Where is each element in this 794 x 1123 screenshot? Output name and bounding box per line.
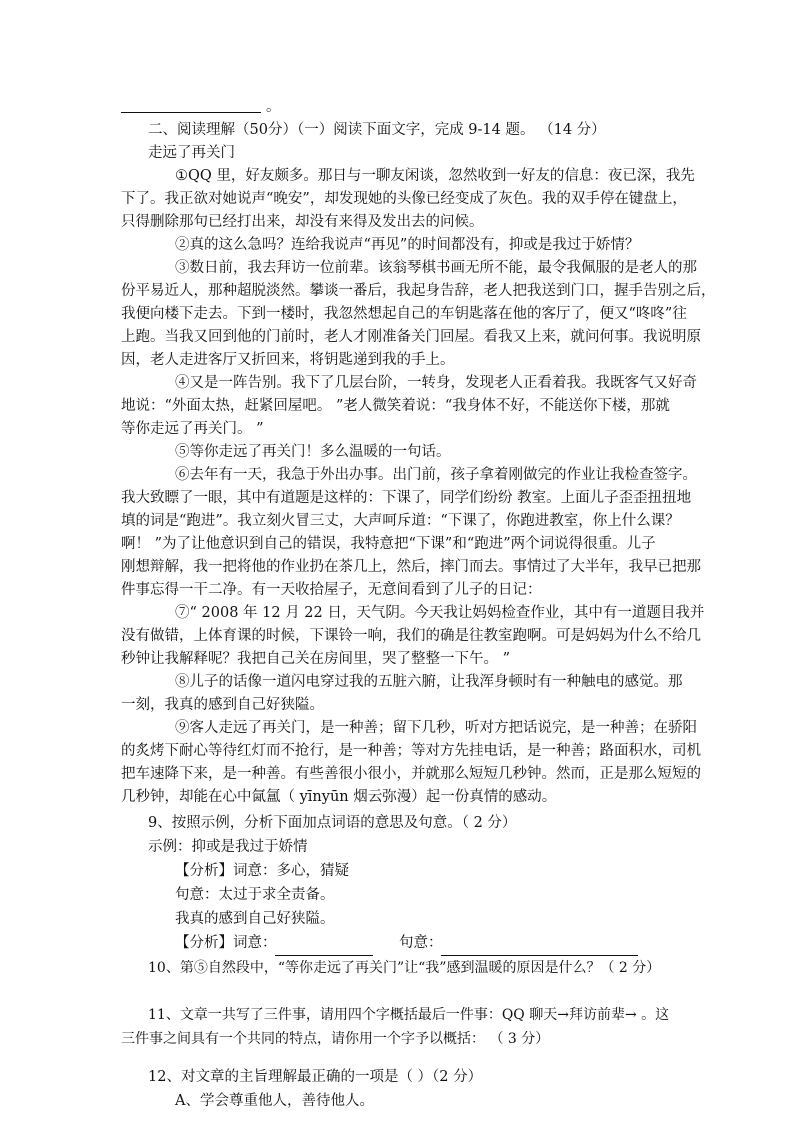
question-12-option-a: A、学会尊重他人，善待他人。 bbox=[175, 1093, 374, 1109]
blank-period: 。 bbox=[266, 99, 281, 115]
question-9-analysis-label: 【分析】词意： bbox=[175, 935, 277, 951]
paragraph-line: ⑤等你走远了再关门！多么温暖的一句话。 bbox=[175, 444, 451, 460]
question-10-stem: 10、第⑤自然段中，“等你走远了再关门”让“我”感到温暖的原因是什么？（ 2 分） bbox=[148, 960, 661, 976]
question-9-stem: 9、按照示例，分析下面加点词语的意思及句意。（ 2 分） bbox=[148, 815, 517, 831]
question-9-target-sentence: 我真的感到自己好狭隘。 bbox=[175, 911, 335, 927]
question-11-line1: 11、文章一共写了三件事，请用四个字概括最后一件事：QQ 聊天→拜访前辈→ 。这 bbox=[148, 1007, 670, 1023]
paragraph-line: ②真的这么急吗？连给我说声“再见”的时间都没有，抑或是我过于娇情？ bbox=[175, 237, 640, 253]
paragraph-line: 只得删除那句已经打出来，却没有来得及发出去的问候。 bbox=[121, 214, 484, 230]
paragraph-line: ①QQ 里，好友颇多。那日与一聊友闲谈，忽然收到一好友的信息：夜已深，我先 bbox=[175, 168, 695, 184]
question-9-meaning-label: 句意： bbox=[399, 935, 443, 951]
paragraph-line: 下了。我正欲对她说声“晚安”，却发现她的头像已经变成了灰色。我的双手停在键盘上， bbox=[121, 191, 687, 207]
article-title: 走远了再关门 bbox=[148, 145, 235, 161]
paragraph-line: 几秒钟，却能在心中氤氲（ yīnyūn 烟云弥漫）起一份真情的感动。 bbox=[121, 789, 557, 805]
paragraph-line: ⑥去年有一天，我急于外出办事。出门前，孩子拿着刚做完的作业让我检查签字。 bbox=[175, 467, 697, 483]
paragraph-line: ③数日前，我去拜访一位前辈。该翁琴棋书画无所不能，最令我佩服的是老人的那 bbox=[175, 260, 697, 276]
paragraph-line: 我大致瞟了一眼，其中有道题是这样的：下课了，同学们纷纷 教室。上面儿子歪歪扭扭地 bbox=[121, 490, 692, 506]
paragraph-line: 一刻，我真的感到自己好狭隘。 bbox=[121, 697, 324, 713]
word-meaning-answer-field[interactable] bbox=[275, 955, 373, 956]
paragraph-line: 上跑。当我又回到他的门前时，老人才刚准备关门回屋。看我又上来，就问何事。我说明原 bbox=[121, 329, 701, 345]
question-9-example-analysis: 【分析】词意：多心，猜疑 bbox=[175, 863, 349, 879]
paragraph-line: 没有做错，上体育课的时候，下课铃一响，我们的确是往教室跑啊。可是妈妈为什么不给几 bbox=[121, 628, 701, 644]
paragraph-line: ⑧儿子的话像一道闪电穿过我的五脏六腑，让我浑身顿时有一种触电的感觉。那 bbox=[175, 674, 683, 690]
sentence-meaning-answer-field[interactable] bbox=[441, 955, 638, 956]
paragraph-line: 秒钟让我解释呢？我把自己关在房间里，哭了整整一下午。 ” bbox=[121, 651, 511, 667]
paragraph-line: 因，老人走进客厅又折回来，将钥匙递到我的手上。 bbox=[121, 352, 455, 368]
section-heading: 二、阅读理解（50分）（一）阅读下面文字，完成 9-14 题。 （14 分） bbox=[148, 122, 606, 138]
paragraph-line: 的炙烤下耐心等待红灯而不抢行，是一种善；等对方先挂电话，是一种善；路面积水，司机 bbox=[121, 743, 701, 759]
paragraph-line: 啊！ ”为了让他意识到自己的错误，我特意把“下课”和“跑进”两个词说得很重。儿子 bbox=[121, 536, 656, 552]
paragraph-line: 等你走远了再关门。 ” bbox=[121, 421, 264, 437]
question-11-line2: 三件事之间具有一个共同的特点，请你用一个字予以概括： （ 3 分） bbox=[121, 1031, 550, 1047]
question-9-example-meaning: 句意：太过于求全责备。 bbox=[175, 887, 335, 903]
paragraph-line: 份平易近人，那种超脱淡然。攀谈一番后，我起身告辞，老人把我送到门口，握手告别之后， bbox=[121, 283, 716, 299]
paragraph-line: ④又是一阵告别。我下了几层台阶，一转身，发现老人正看着我。我既客气又好奇 bbox=[175, 375, 697, 391]
paragraph-line: ⑦“ 2008 年 12 月 22 日，天气阴。今天我让妈妈检查作业，其中有一道题目我并 bbox=[175, 605, 705, 621]
paragraph-line: 把车速降下来，是一种善。有些善很小很小，并就那么短短几秒钟。然而，正是那么短短的 bbox=[121, 766, 701, 782]
paragraph-line: 件事忘得一干二净。有一天收拾屋子，无意间看到了儿子的日记： bbox=[121, 582, 542, 598]
paragraph-line: 填的词是“跑进”。我立刻火冒三丈，大声呵斥道：“下课了，你跑进教室，你上什么课？ bbox=[121, 513, 680, 529]
answer-blank-line bbox=[121, 112, 261, 113]
question-9-example: 示例：抑或是我过于娇情 bbox=[148, 839, 308, 855]
paragraph-line: 地说：“外面太热，赶紧回屋吧。 ”老人微笑着说：“我身体不好，不能送你下楼，那就 bbox=[121, 398, 670, 414]
paragraph-line: 刚想辩解，我一把将他的作业扔在茶几上，然后，摔门而去。事情过了大半年，我早已把那 bbox=[121, 559, 701, 575]
paragraph-line: ⑨客人走远了再关门，是一种善；留下几秒，听对方把话说完，是一种善；在骄阳 bbox=[175, 720, 697, 736]
paragraph-line: 我便向楼下走去。下到一楼时，我忽然想起自己的车钥匙落在他的客厅了，便又“咚咚”往 bbox=[121, 306, 687, 322]
question-12-stem: 12、对文章的主旨理解最正确的一项是（ ）（2 分） bbox=[148, 1069, 483, 1085]
